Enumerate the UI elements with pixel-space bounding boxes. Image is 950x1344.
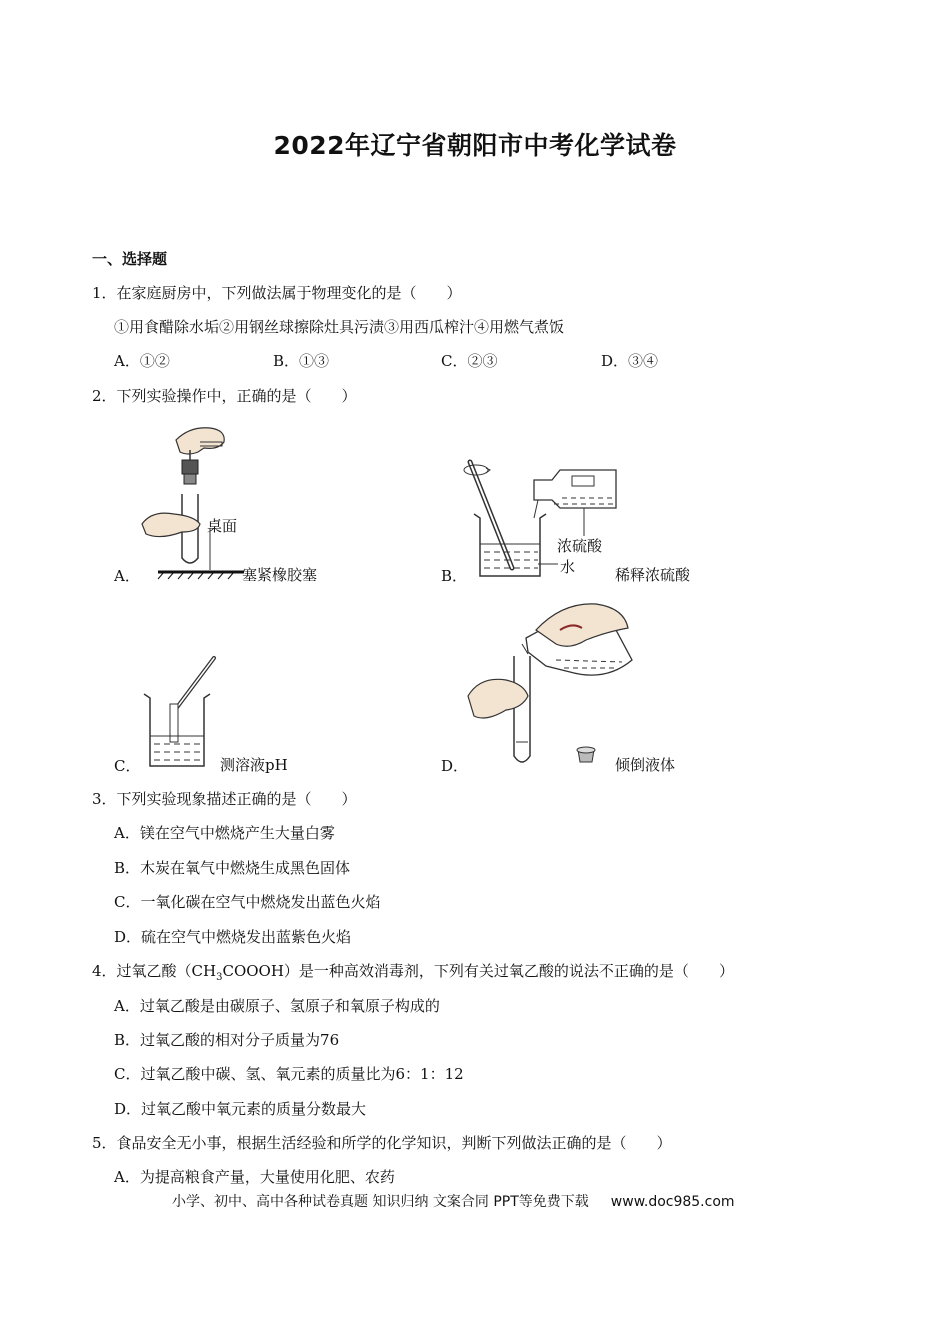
question-2-stem: 2．下列实验操作中，正确的是（ ） bbox=[92, 387, 357, 405]
figure-a-desk-label: 桌面 bbox=[207, 517, 238, 535]
figure-c-ph-test bbox=[138, 654, 222, 774]
figure-b-water-label: 水 bbox=[560, 558, 576, 576]
question-1-option-a: A．①② bbox=[114, 352, 170, 370]
question-3-option-d: D．硫在空气中燃烧发出蓝紫色火焰 bbox=[114, 928, 352, 946]
question-2-option-d: D． bbox=[441, 757, 469, 775]
question-1-stem: 1．在家庭厨房中，下列做法属于物理变化的是（ ） bbox=[92, 284, 462, 302]
figure-a-stopper bbox=[138, 420, 250, 580]
footer bbox=[172, 1191, 735, 1211]
question-4-option-a: A．过氧乙酸是由碳原子、氢原子和氧原子构成的 bbox=[114, 997, 440, 1015]
figure-d-pouring bbox=[466, 600, 646, 772]
footer-site-link[interactable]: www.doc985.com bbox=[610, 1194, 735, 1210]
question-1-option-b: B．①③ bbox=[273, 352, 330, 370]
question-1-items: ①用食醋除水垢②用钢丝球擦除灶具污渍③用西瓜榨汁④用燃气煮饭 bbox=[114, 318, 565, 336]
footer-text: 小学、初中、高中各种试卷真题 知识归纳 文案合同 PPT等免费下载 bbox=[172, 1194, 589, 1210]
page-title: 2022年辽宁省朝阳市中考化学试卷 bbox=[273, 131, 677, 160]
question-2-option-b: B． bbox=[441, 567, 468, 585]
question-2-caption-d: 倾倒液体 bbox=[615, 756, 676, 774]
question-2-option-c: C． bbox=[114, 757, 141, 775]
question-4-option-b: B．过氧乙酸的相对分子质量为76 bbox=[114, 1031, 340, 1049]
question-2-caption-c: 测溶液pH bbox=[220, 756, 288, 774]
question-3-option-a: A．镁在空气中燃烧产生大量白雾 bbox=[114, 824, 335, 842]
question-2-caption-b: 稀释浓硫酸 bbox=[615, 566, 691, 584]
question-3-stem: 3．下列实验现象描述正确的是（ ） bbox=[92, 790, 357, 808]
figure-b-acid-label: 浓硫酸 bbox=[557, 537, 603, 555]
question-2-caption-a: 塞紧橡胶塞 bbox=[242, 566, 318, 584]
question-1-option-c: C．②③ bbox=[441, 352, 498, 370]
question-4-stem: 4．过氧乙酸$(CH_3COOOH)$是一种高效消毒剂，下列有关过氧乙酸的说法不正确的是（ ） bbox=[92, 962, 734, 983]
section-heading: 一、选择题 bbox=[92, 250, 168, 268]
question-1-option-d: D．③④ bbox=[601, 352, 659, 370]
figure-b-dilution bbox=[460, 456, 620, 586]
question-3-option-b: B．木炭在氧气中燃烧生成黑色固体 bbox=[114, 859, 351, 877]
question-5-stem: 5．食品安全无小事，根据生活经验和所学的化学知识，判断下列做法正确的是（ ） bbox=[92, 1134, 672, 1152]
question-3-option-c: C．一氧化碳在空气中燃烧发出蓝色火焰 bbox=[114, 893, 381, 911]
question-5-option-a: A．为提高粮食产量，大量使用化肥、农药 bbox=[114, 1168, 395, 1186]
question-4-option-c: C．过氧乙酸中碳、氢、氧元素的质量比为6：1：12 bbox=[114, 1065, 464, 1083]
question-4-option-d: D．过氧乙酸中氧元素的质量分数最大 bbox=[114, 1100, 367, 1118]
question-2-option-a: A． bbox=[114, 567, 140, 585]
